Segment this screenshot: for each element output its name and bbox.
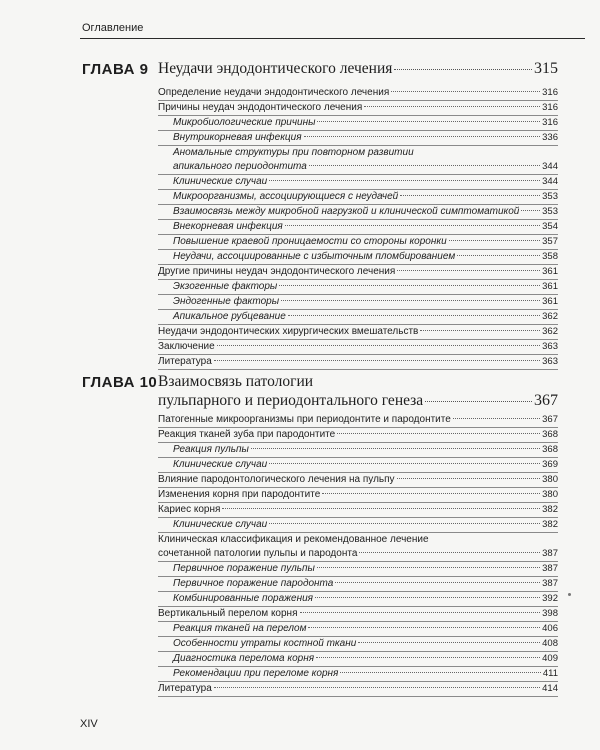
toc-entry[interactable]: Клиническая классификация и рекомендованное лечение (158, 534, 429, 545)
chapter-10-entries (158, 413, 558, 697)
chapter-10-label: ГЛАВА 10 (82, 374, 158, 391)
toc-entry[interactable]: Заключение 363 (158, 340, 558, 355)
toc-entry[interactable]: Комбинированные поражения 392 (158, 592, 558, 607)
toc-entry[interactable]: Клинические случаи 369 (158, 458, 558, 473)
toc-entry[interactable]: Внекорневая инфекция 354 (158, 220, 558, 235)
toc-entry[interactable]: Экзогенные факторы 361 (158, 280, 558, 295)
toc-entry[interactable]: Неудачи эндодонтических хирургических вмешательств 362 (158, 325, 558, 340)
toc-entry[interactable]: Внутрикорневая инфекция 336 (158, 131, 558, 146)
toc-entry[interactable]: Клинические случаи 344 (158, 175, 558, 190)
header-rule (80, 38, 585, 39)
toc-entry[interactable]: Особенности утраты костной ткани 408 (158, 637, 558, 652)
toc-entry[interactable]: сочетанной патологии пульпы и пародонта 387 (158, 547, 558, 562)
toc-entry[interactable]: апикального периодонтита 344 (158, 160, 558, 175)
chapter-10-title-line2: пульпарного и периодонтального генеза (158, 392, 424, 409)
chapter-10-title-row (158, 372, 558, 410)
toc-entry[interactable]: Изменения корня при пародонтите 380 (158, 488, 558, 503)
running-header: Оглавление (82, 22, 144, 34)
toc-entry[interactable]: Первичное поражение пародонта 387 (158, 577, 558, 592)
toc-entry[interactable]: Взаимосвязь между микробной нагрузкой и клинической симптоматикой 353 (158, 205, 558, 220)
toc-entry[interactable]: Патогенные микроорганизмы при периодонтите и пародонтите 367 (158, 413, 558, 428)
toc-entry[interactable]: Влияние пародонтологического лечения на пульпу 380 (158, 473, 558, 488)
toc-entry[interactable]: Повышение краевой проницаемости со стороны коронки 357 (158, 235, 558, 250)
toc-entry[interactable]: Кариес корня 382 (158, 503, 558, 518)
chapter-9-title-row (158, 59, 558, 78)
toc-entry[interactable]: Литература 414 (158, 682, 558, 697)
toc-entry[interactable]: Апикальное рубцевание 362 (158, 310, 558, 325)
toc-entry[interactable]: Эндогенные факторы 361 (158, 295, 558, 310)
chapter-9-entries (158, 86, 558, 370)
toc-entry[interactable]: Другие причины неудач эндодонтического лечения 361 (158, 265, 558, 280)
toc-entry[interactable]: Рекомендации при переломе корня 411 (158, 667, 558, 682)
toc-entry[interactable]: Реакция тканей зуба при пародонтите 368 (158, 428, 558, 443)
leader-dots (394, 68, 532, 70)
toc-entry[interactable]: Микроорганизмы, ассоциирующиеся с неудачей 353 (158, 190, 558, 205)
chapter-9-title: Неудачи эндодонтического лечения (158, 60, 393, 77)
toc-entry[interactable]: Неудачи, ассоциированные с избыточным пломбированием 358 (158, 250, 558, 265)
toc-entry[interactable]: Вертикальный перелом корня 398 (158, 607, 558, 622)
leader-dots (425, 401, 532, 402)
toc-entry[interactable]: Диагностика перелома корня 409 (158, 652, 558, 667)
toc-entry[interactable]: Реакция тканей на перелом 406 (158, 622, 558, 637)
toc-entry[interactable]: Первичное поражение пульпы 387 (158, 562, 558, 577)
chapter-10-title-line1: Взаимосвязь патологии (158, 373, 314, 390)
toc-entry[interactable]: Аномальные структуры при повторном развитии (173, 147, 414, 158)
chapter-10-page: 367 (534, 392, 558, 409)
toc-entry[interactable]: Микробиологические причины 316 (158, 116, 558, 131)
chapter-9-label: ГЛАВА 9 (82, 61, 149, 78)
toc-entry[interactable]: Литература 363 (158, 355, 558, 370)
toc-entry[interactable]: Клинические случаи 382 (158, 518, 558, 533)
page-number: XIV (80, 718, 98, 730)
chapter-9-page: 315 (534, 60, 558, 77)
scan-speck (568, 593, 571, 596)
toc-entry[interactable]: Причины неудач эндодонтического лечения 316 (158, 101, 558, 116)
toc-entry[interactable]: Реакция пульпы 368 (158, 443, 558, 458)
toc-entry[interactable]: Определение неудачи эндодонтического лечения 316 (158, 86, 558, 101)
